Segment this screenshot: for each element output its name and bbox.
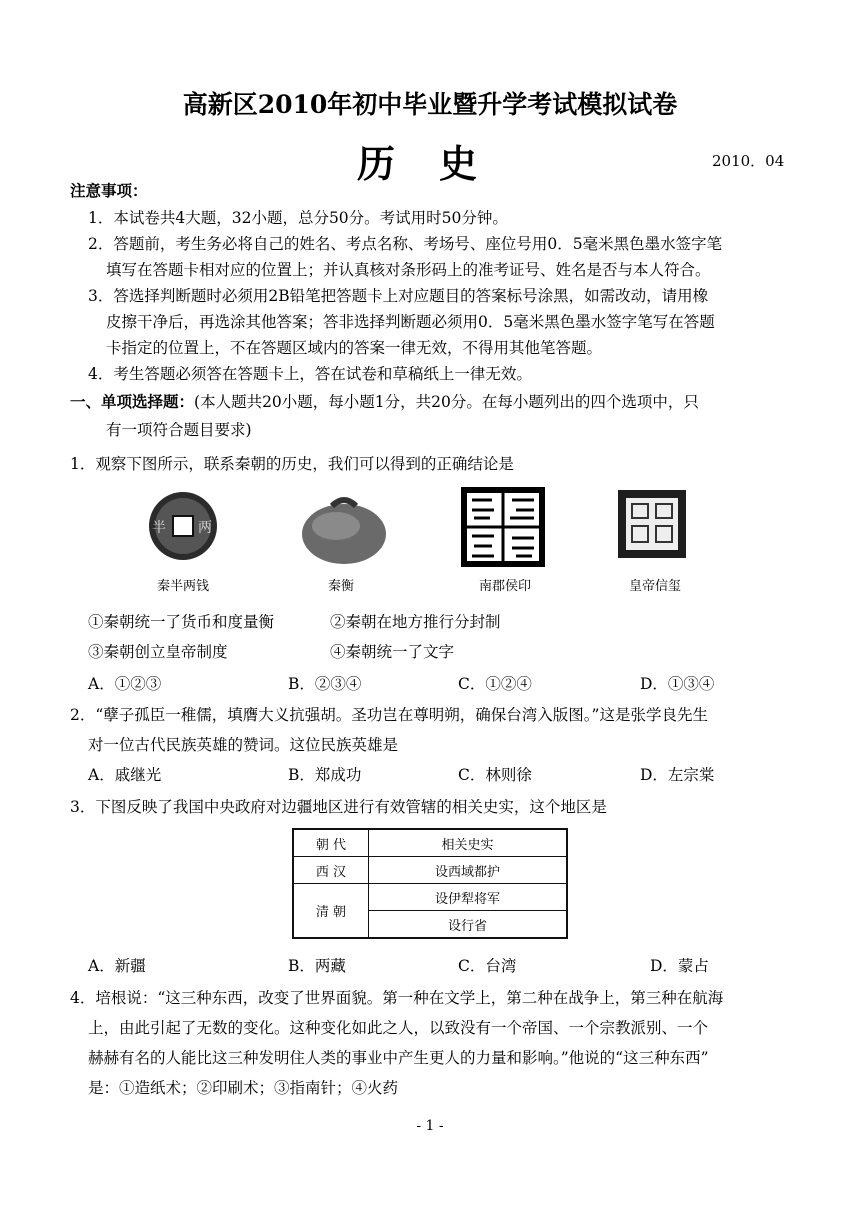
q1-statement: ④秦朝统一了文字	[330, 643, 455, 661]
table-cell: 设西域都护	[369, 857, 568, 884]
q4-line: 4．培根说：“这三种东西，改变了世界面貌。第一种在文学上，第二种在战争上，第三种在航海	[70, 989, 724, 1007]
dynasty-table	[292, 828, 568, 939]
q1-option-a: A．①②③	[88, 675, 162, 693]
notice-item: 3．答选择判断题时必须用2B铅笔把答题卡上对应题目的答案标号涂黑，如需改动，请用橡	[88, 287, 709, 305]
notice-item: 1．本试卷共4大题，32小题，总分50分。考试用时50分钟。	[88, 209, 508, 227]
q1-statement: ③秦朝创立皇帝制度	[88, 643, 228, 661]
image-caption: 南郡侯印	[478, 579, 531, 594]
q2-option-d: D．左宗棠	[640, 766, 715, 784]
q1-option-b: B．②③④	[288, 675, 362, 693]
q2-stem: 2．“孽子孤臣一稚儒，填膺大义抗强胡。圣功岂在尊明朔，确保台湾入版图。”这是张学良先生	[70, 706, 708, 724]
section1-desc2: 有一项符合题目要求)	[106, 421, 252, 439]
q3-option-c: C．台湾	[458, 957, 517, 975]
image-caption: 皇帝信玺	[628, 579, 681, 594]
table-header-cell: 朝 代	[293, 829, 369, 857]
notice-item: 4．考生答题必须答在答题卡上，答在试卷和草稿纸上一律无效。	[88, 365, 532, 383]
q2-option-b: B．郑成功	[288, 766, 362, 784]
seal-image-nanjun	[460, 486, 546, 568]
image-caption: 秦衡	[327, 579, 354, 594]
table-cell: 清 朝	[293, 884, 369, 939]
section1-desc: (本人题共20小题，每小题1分，共20分。在每小题列出的四个选项中，只	[194, 393, 699, 411]
page-number: - 1 -	[416, 1118, 444, 1134]
q2-stem2: 对一位古代民族英雄的赞词。这位民族英雄是	[88, 736, 399, 754]
table-header-cell: 相关史实	[369, 829, 568, 857]
q2-option-a: A．戚继光	[88, 766, 162, 784]
notice-heading: 注意事项：	[70, 181, 148, 200]
q1-statement: ①秦朝统一了货币和度量衡	[88, 613, 275, 631]
weight-image	[292, 490, 392, 570]
section1-header	[70, 392, 699, 412]
q3-option-d: D．蒙占	[650, 957, 709, 975]
q1-option-c: C．①②④	[458, 675, 532, 693]
notice-item: 2．答题前，考生务必将自己的姓名、考点名称、考场号、座位号用0．5毫米黑色墨水签字笔	[88, 235, 723, 253]
table-cell: 设行省	[369, 911, 568, 939]
q1-stem: 1．观察下图所示，联系秦朝的历史，我们可以得到的正确结论是	[70, 455, 514, 473]
image-caption: 秦半两钱	[156, 579, 209, 594]
section1-heading: 一、单项选择题：	[70, 392, 195, 411]
table-row	[293, 884, 567, 911]
coin-image	[138, 488, 228, 568]
seal-image-huangdi	[616, 488, 688, 560]
notice-item: 填写在答题卡相对应的位置上；并认真核对条形码上的准考证号、姓名是否与本人符合。	[106, 261, 711, 279]
svg-text:两: 两	[198, 520, 212, 536]
q3-stem: 3．下图反映了我国中央政府对边疆地区进行有效管辖的相关史实，这个地区是	[70, 798, 607, 816]
exam-date: 2010．04	[712, 152, 785, 170]
notice-item: 皮擦干净后，再选涂其他答案；答非选择判断题必须用0．5毫米黑色墨水签字笔写在答题	[106, 313, 715, 331]
q3-option-a: A．新疆	[88, 957, 146, 975]
exam-title: 高新区2010年初中毕业暨升学考试模拟试卷	[182, 90, 678, 119]
q4-line: 是：①造纸术；②印刷术；③指南针；④火药	[88, 1079, 399, 1097]
subject-title: 历史	[357, 141, 522, 186]
table-cell: 西 汉	[293, 857, 369, 884]
q3-option-b: B．两藏	[288, 957, 346, 975]
q4-line: 赫赫有名的人能比这三种发明住人类的事业中产生更人的力量和影响。”他说的“这三种东西”	[88, 1049, 709, 1067]
q2-option-c: C．林则徐	[458, 766, 532, 784]
table-row	[293, 857, 567, 884]
notice-item: 卡指定的位置上，不在答题区域内的答案一律无效，不得用其他笔答题。	[106, 339, 603, 357]
q4-line: 上，由此引起了无数的变化。这种变化如此之人，以致没有一个帝国、一个宗教派别、一个	[88, 1019, 709, 1037]
q1-statement: ②秦朝在地方推行分封制	[330, 613, 501, 631]
table-row	[293, 829, 567, 857]
table-cell: 设伊犁将军	[369, 884, 568, 911]
svg-text:半: 半	[152, 520, 166, 536]
q1-option-d: D．①③④	[640, 675, 715, 693]
